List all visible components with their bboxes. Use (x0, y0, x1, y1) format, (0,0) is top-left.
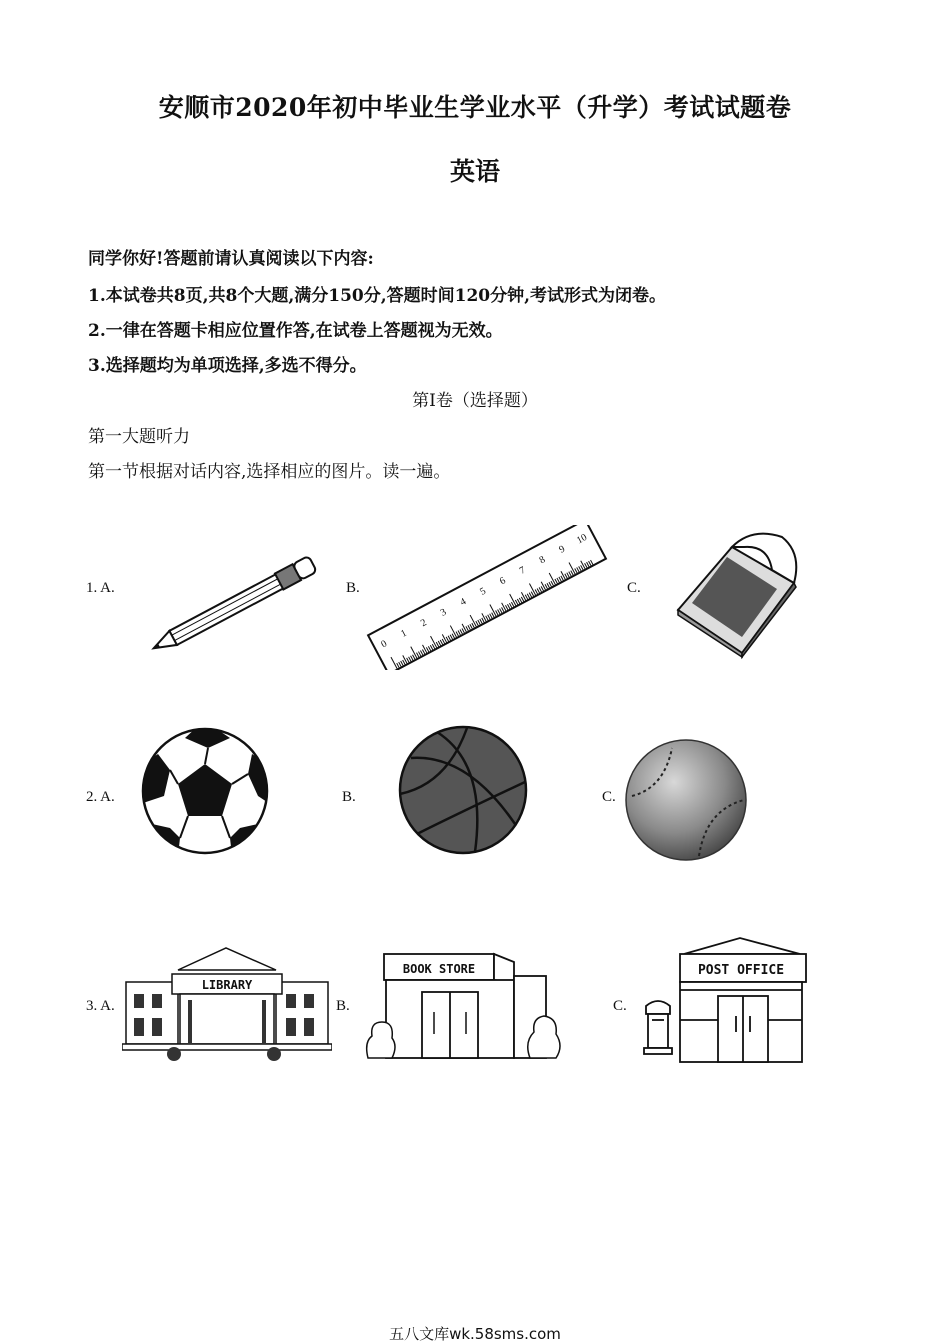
ruler-number: 4 (458, 596, 469, 609)
q1-option-a-label: 1. A. (86, 580, 115, 596)
ruler-number: 9 (557, 543, 567, 556)
ruler-icon (362, 525, 612, 670)
post-office-sign: POST OFFICE (697, 963, 785, 978)
pencil-icon (135, 548, 335, 663)
instruction-2: 2.一律在答题卡相应位置作答,在试卷上答题视为无效。 (88, 321, 503, 341)
q2-option-a-label: 2. A. (86, 789, 115, 805)
ruler-number: 1 (399, 627, 409, 640)
part-title: 第一大题听力 (88, 427, 190, 447)
ruler-number: 3 (438, 606, 449, 619)
soccer-ball-icon (140, 726, 270, 856)
post-office-icon (640, 934, 810, 1066)
baseball-icon (624, 738, 748, 862)
q2-option-b-label: B. (342, 789, 356, 805)
q3-option-c-label: C. (613, 998, 627, 1014)
bookstore-sign: BOOK STORE (402, 962, 476, 976)
ruler-number: 2 (418, 617, 429, 630)
q3-option-b-label: B. (336, 998, 350, 1014)
q2-option-c-label: C. (602, 789, 616, 805)
instruction-3: 3.选择题均为单项选择,多选不得分。 (88, 356, 367, 376)
footer-watermark: 五八文库wk.58sms.com (389, 1325, 561, 1343)
q3-option-a-label: 3. A. (86, 998, 115, 1014)
subpart-title: 第一节根据对话内容,选择相应的图片。读一遍。 (88, 462, 451, 482)
library-icon (122, 942, 332, 1064)
ruler-number: 6 (498, 575, 508, 588)
subject-title: 英语 (449, 157, 500, 186)
ruler-number: 0 (379, 638, 389, 651)
q1-option-c-label: C. (627, 580, 641, 596)
bookstore-icon (364, 946, 564, 1062)
basketball-icon (397, 724, 529, 856)
library-sign: LIBRARY (201, 978, 253, 992)
q1-option-b-label: B. (346, 580, 360, 596)
ruler-number: 10 (574, 531, 589, 547)
page-title: 安顺市2020年初中毕业生学业水平（升学）考试试题卷 (158, 93, 792, 122)
ruler-number: 7 (517, 564, 528, 577)
ruler-number: 8 (537, 554, 548, 567)
instruction-intro: 同学你好!答题前请认真阅读以下内容: (88, 249, 374, 269)
instruction-1: 1.本试卷共8页,共8个大题,满分150分,答题时间120分钟,考试形式为闭卷。 (88, 286, 667, 306)
ruler-number: 5 (478, 585, 488, 598)
mailbox-icon (644, 1001, 672, 1054)
eraser-icon (672, 525, 802, 660)
section-title: 第Ⅰ卷（选择题） (412, 391, 538, 411)
